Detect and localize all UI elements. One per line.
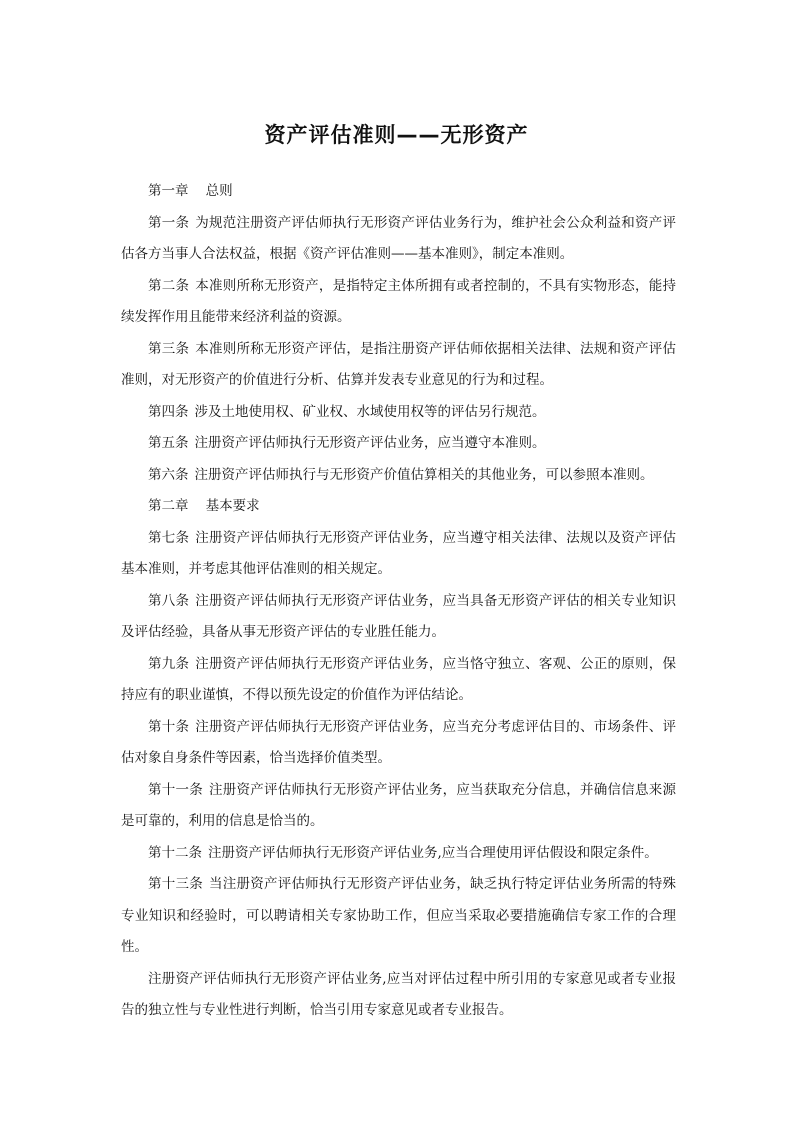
article-number: 第六条: [148, 466, 189, 483]
article-number: 第七条: [148, 529, 190, 546]
article-text: 注册资产评估师执行无形资产评估业务，应当充分考虑评估目的、市场条件、评估对象自身条件等因素，恰当选择价值类型。: [121, 718, 677, 766]
article-paragraph: [121, 397, 676, 429]
chapter-name: 总则: [205, 183, 233, 199]
article-text: 本准则所称无形资产，是指特定主体所拥有或者控制的，不具有实物形态，能持续发挥作用且能带来经济利益的资源。: [121, 277, 677, 325]
article-paragraph: [121, 523, 676, 586]
chapter-name: 基本要求: [205, 498, 260, 514]
article-text: 当注册资产评估师执行无形资产评估业务，缺乏执行特定评估业务所需的特殊专业知识和经验时，可以聘请相关专家协助工作，但应当采取必要措施确信专家工作的合理性。: [121, 876, 677, 955]
article-number: 第三条: [148, 340, 190, 357]
article-number: 第八条: [148, 592, 190, 609]
chapter-number: 第二章: [148, 498, 189, 514]
chapter-number: 第一章: [148, 183, 189, 199]
article-paragraph: [121, 460, 676, 492]
article-paragraph: [121, 208, 676, 271]
chapter-heading: [121, 176, 676, 208]
article-paragraph: [121, 586, 676, 649]
article-text: 注册资产评估师执行无形资产评估业务，应当恪守独立、客观、公正的原则，保持应有的职业谨慎，不得以预先设定的价值作为评估结论。: [121, 655, 677, 703]
article-number: 第四条: [148, 403, 189, 420]
article-number: 第九条: [148, 655, 190, 672]
article-text: 本准则所称无形资产评估，是指注册资产评估师依据相关法律、法规和资产评估准则，对无形资产的价值进行分析、估算并发表专业意见的行为和过程。: [121, 340, 677, 388]
article-paragraph: [121, 869, 676, 964]
article-paragraph: [121, 838, 676, 870]
article-text: 涉及土地使用权、矿业权、水域使用权等的评估另行规范。: [194, 403, 546, 420]
article-text: 注册资产评估师执行无形资产评估业务,应当合理使用评估假设和限定条件。: [208, 844, 658, 861]
article-number: 第十条: [148, 718, 190, 735]
article-text: 为规范注册资产评估师执行无形资产评估业务行为，维护社会公众利益和资产评估各方当事人合法权益，根据《资产评估准则——基本准则》，制定本准则。: [121, 214, 677, 262]
article-text: 注册资产评估师执行无形资产评估业务，应当获取充分信息，并确信信息来源是可靠的，利用的信息是恰当的。: [121, 781, 677, 829]
article-paragraph: [121, 271, 676, 334]
article-paragraph: [121, 334, 676, 397]
article-paragraph: [121, 428, 676, 460]
article-number: 第二条: [148, 277, 190, 294]
article-number: 第十一条: [148, 781, 203, 798]
chapter-heading: [121, 491, 676, 523]
article-text: 注册资产评估师执行无形资产评估业务，应当遵守本准则。: [194, 435, 546, 451]
article-text: 注册资产评估师执行无形资产评估业务，应当具备无形资产评估的相关专业知识及评估经验，具备从事无形资产评估的专业胜任能力。: [121, 592, 677, 640]
document-body: [121, 176, 676, 1027]
article-paragraph: [121, 649, 676, 712]
article-number: 第五条: [148, 435, 189, 451]
document-title: 资产评估准则——无形资产: [264, 123, 529, 147]
article-number: 第十二条: [148, 844, 202, 861]
article-number: 第一条: [148, 214, 190, 231]
article-number: 第十三条: [148, 876, 203, 892]
closing-paragraph: 注册资产评估师执行无形资产评估业务,应当对评估过程中所引用的专家意见或者专业报告的独立性与专业性进行判断，恰当引用专家意见或者专业报告。: [121, 970, 676, 1018]
article-text: 注册资产评估师执行与无形资产价值估算相关的其他业务，可以参照本准则。: [194, 466, 654, 483]
article-paragraph: [121, 775, 676, 838]
article-text: 注册资产评估师执行无形资产评估业务，应当遵守相关法律、法规以及资产评估基本准则，并考虑其他评估准则的相关规定。: [121, 529, 677, 577]
article-paragraph: [121, 712, 676, 775]
